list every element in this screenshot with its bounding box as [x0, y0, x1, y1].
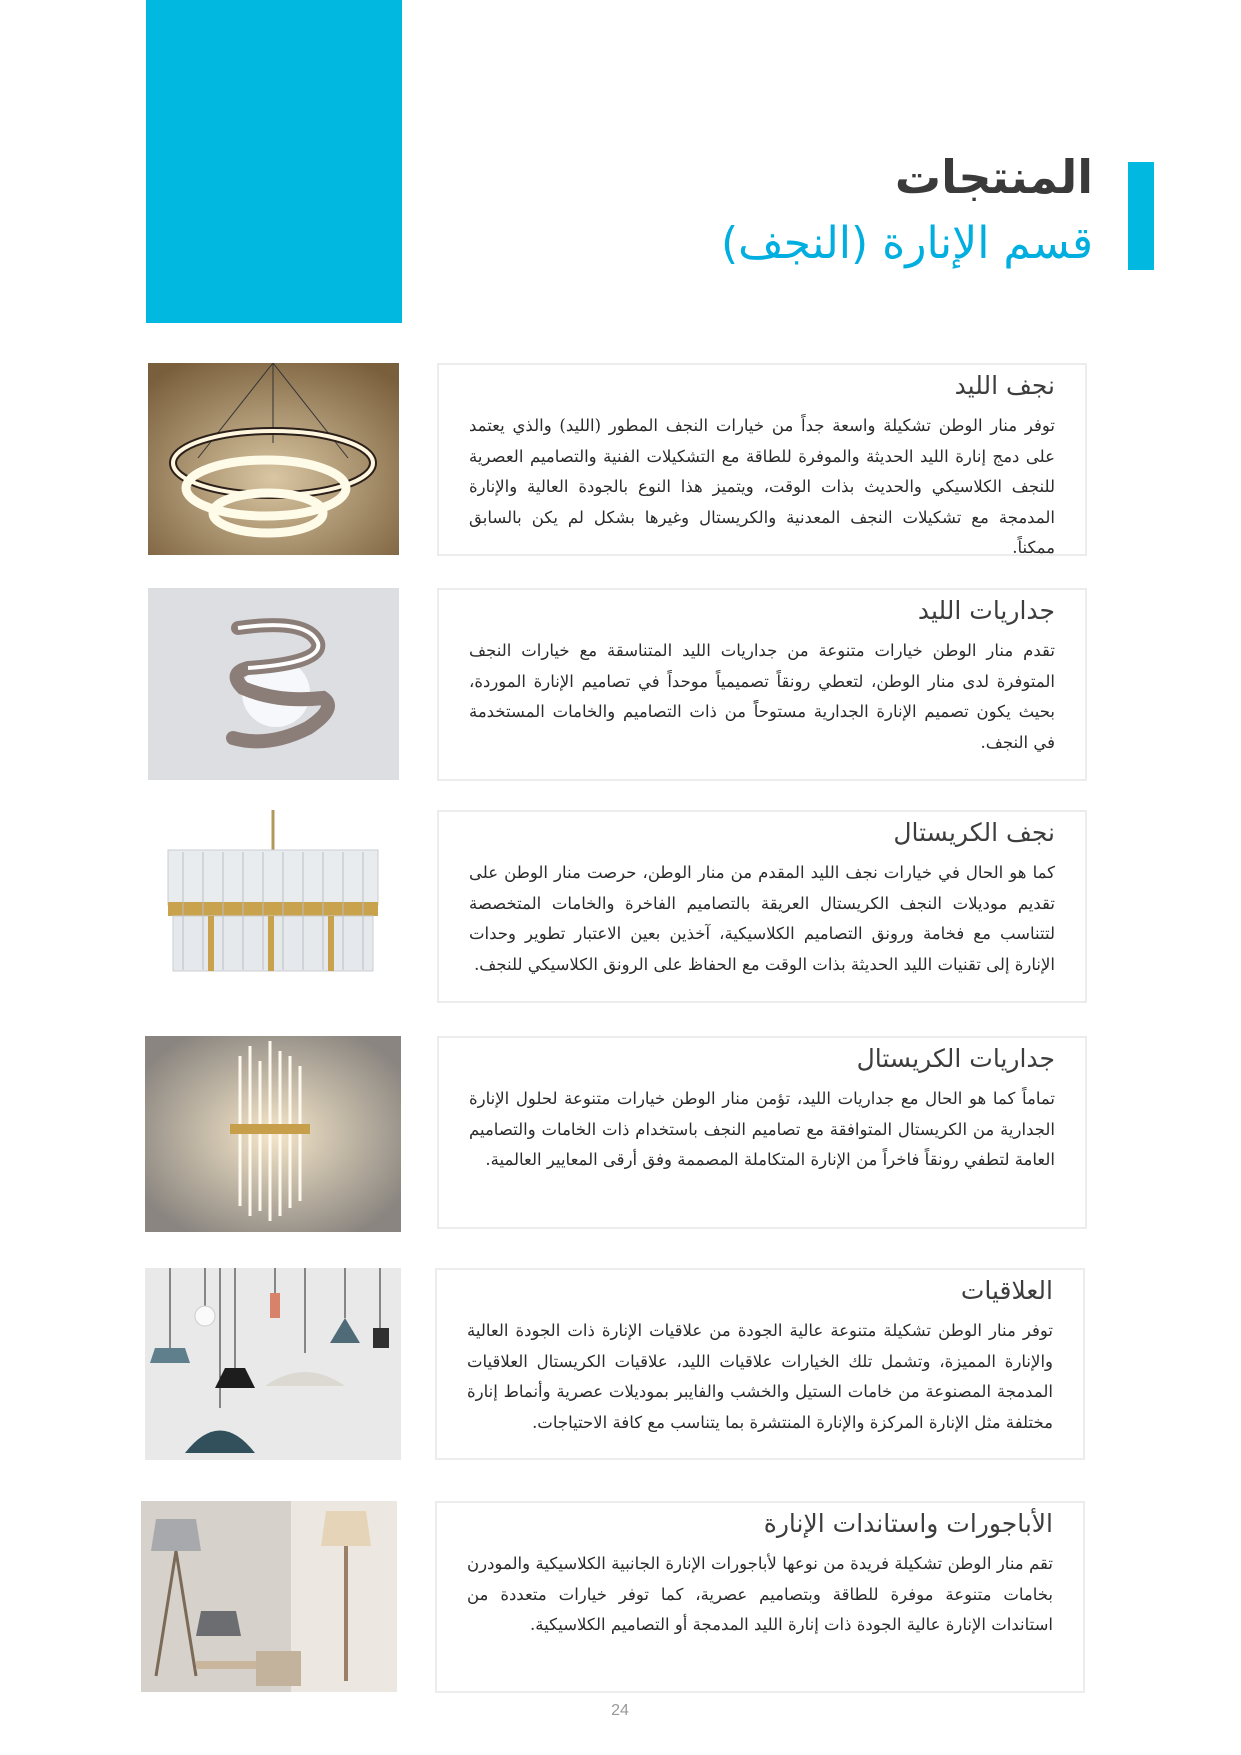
section-title: العلاقيات [960, 1276, 1053, 1305]
header-color-block [146, 0, 402, 323]
crystal-chandelier-image [148, 810, 399, 1002]
section-body: تماماً كما هو الحال مع جداريات الليد، تؤمن منار الوطن خيارات متنوعة لحلول الإنارة الجدارية من الكريستال المتوافقة مع تصاميم النجف باستخدام ذات الخامات والتصاميم العامة لتطفي رونقاً فاخراً من الإنارة المتكاملة المصممة وفق أرقى المعايير العالمية. [469, 1089, 1055, 1169]
led-chandelier-image [148, 363, 399, 555]
section-card [437, 1036, 1087, 1229]
section-body: توفر منار الوطن تشكيلة متنوعة عالية الجودة من علاقيات الإنارة ذات الجودة العالية والإنارة المميزة، وتشمل تلك الخيارات علاقيات الليد، علاقيات الكريستال العلاقيات المدمجة المصنوعة من خامات الستيل والخشب والفايبر بموديلات عصرية وأنماط إنارة مختلفة مثل الإنارة المركزة والإنارة المنتشرة بما يتناسب مع كافة الاحتياجات. [467, 1321, 1053, 1432]
crystal-wall-light-image [145, 1036, 401, 1232]
section-title: نجف الليد [954, 371, 1055, 400]
section-title: الأباجورات واستاندات الإنارة [763, 1509, 1053, 1538]
section-body: تقم منار الوطن تشكيلة فريدة من نوعها لأباجورات الإنارة الجانبية الكلاسيكية والمودرن بخامات متنوعة موفرة للطاقة وبتصاميم عصرية، كما توفر خيارات متعددة من استاندات الإنارة عالية الجودة ذات إنارة الليد المدمجة أو التصاميم الكلاسيكية. [467, 1554, 1053, 1634]
page-subtitle: قسم الإنارة (النجف) [720, 218, 1093, 269]
section-card [435, 1501, 1085, 1693]
section-title: جداريات الكريستال [856, 1044, 1055, 1073]
section-title: جداريات الليد [917, 596, 1055, 625]
section-card [437, 588, 1087, 781]
title-accent-bar [1128, 162, 1154, 270]
section-body: كما هو الحال في خيارات نجف الليد المقدم من منار الوطن، حرصت منار الوطن على تقديم موديلات النجف الكريستال العريقة بالتصاميم الفاخرة والخامات المتخصصة لتتناسب مع فخامة ورونق التصاميم الكلاسيكية، آخذين بعين الاعتبار تطوير وحدات الإنارة إلى تقنيات الليد الحديثة بذات الوقت مع الحفاظ على الرونق الكلاسيكي للنجف. [469, 863, 1055, 974]
floor-table-lamps-image [141, 1501, 397, 1692]
section-card [437, 810, 1087, 1003]
section-body: تقدم منار الوطن خيارات متنوعة من جداريات الليد المتناسقة مع خيارات النجف المتوفرة لدى منار الوطن، لتعطي رونقاً تصميمياً موحداً في تصاميم الإنارة الموردة، بحيث يكون تصميم الإنارة الجدارية مستوحاًً من ذات التصاميم والخامات المستخدمة في النجف. [469, 641, 1055, 752]
pendant-lights-image [145, 1268, 401, 1460]
section-card [437, 363, 1087, 556]
section-title: نجف الكريستال [893, 818, 1055, 847]
led-wall-light-image [148, 588, 399, 780]
section-card [435, 1268, 1085, 1460]
section-body: توفر منار الوطن تشكيلة واسعة جداً من خيارات النجف المطور (الليد) والذي يعتمد على دمج إنارة الليد الحديثة والموفرة للطاقة مع التشكيلات الفنية والتصاميم العصرية للنجف الكلاسيكي والحديث بذات الوقت، ويتميز هذا النوع بالجودة العالية والإنارة المدمجة مع تشكيلات النجف المعدنية والكريستال وغيرها بشكل لم يكن بالسابق ممكناً. [469, 416, 1055, 557]
page-number: 24 [611, 1702, 629, 1719]
page-title: المنتجات [894, 150, 1093, 204]
